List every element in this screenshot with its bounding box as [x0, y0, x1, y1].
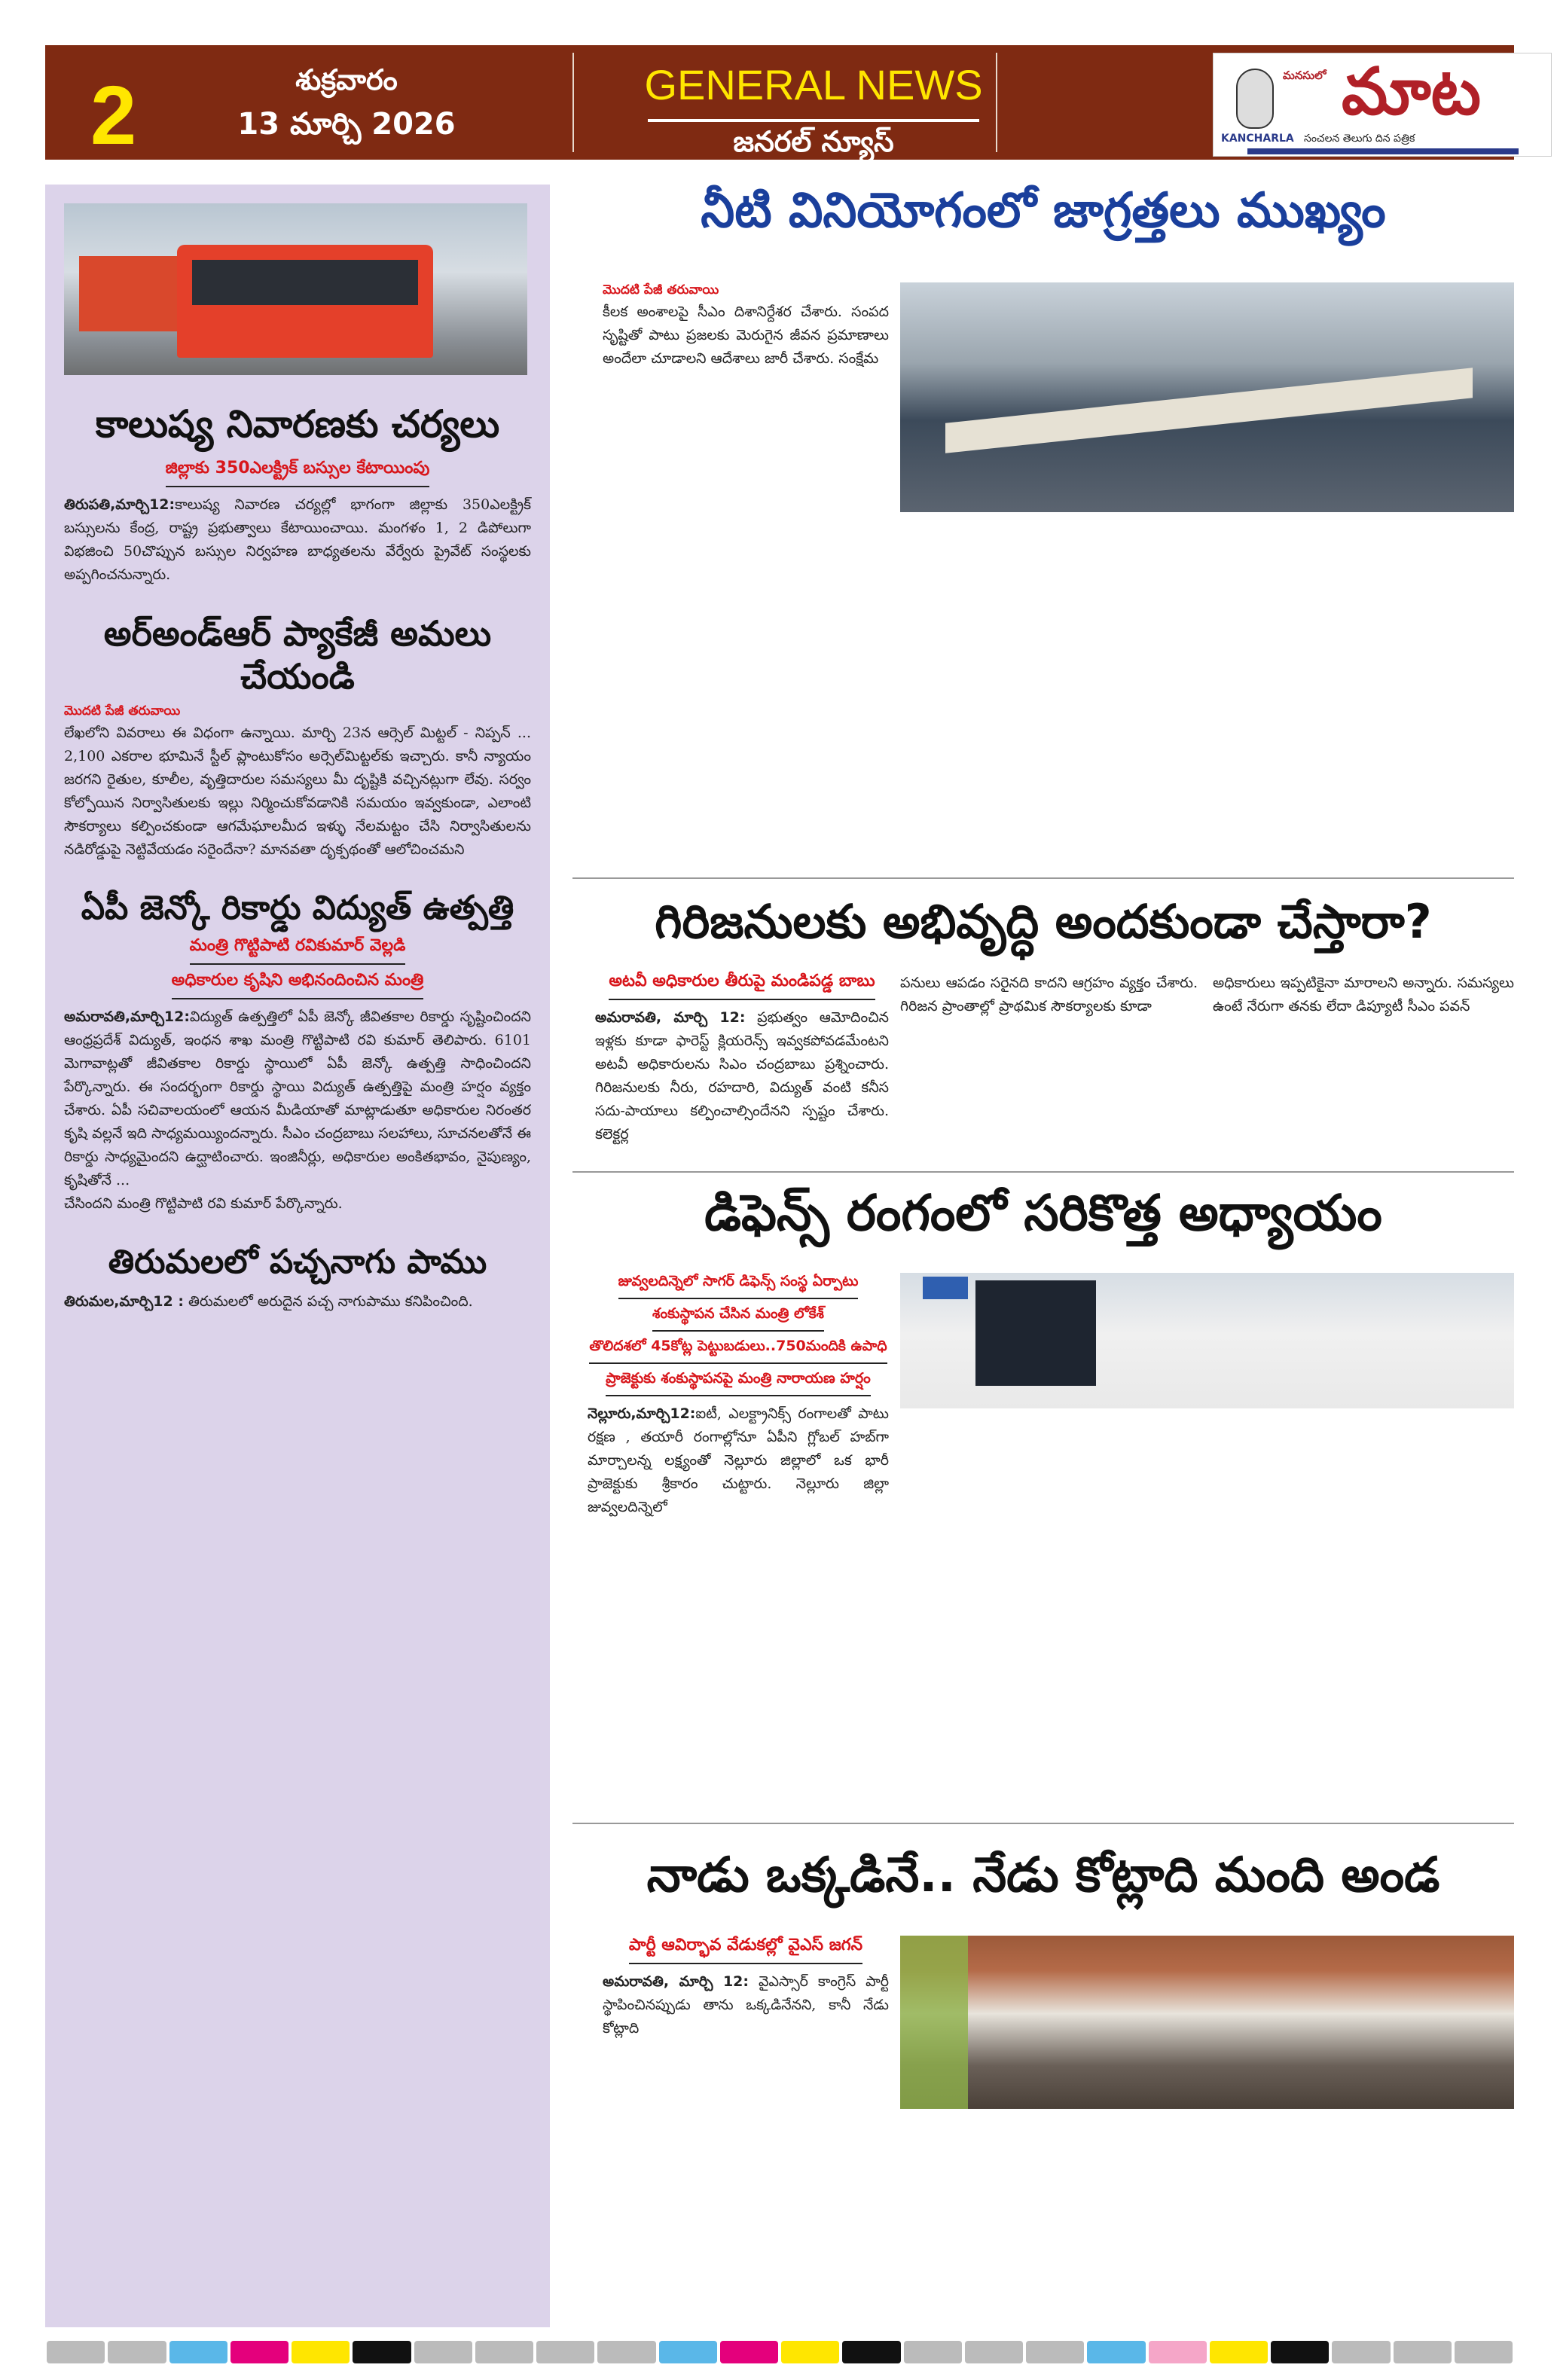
headline: డిఫెన్స్ రంగంలో సరికొత్త అధ్యాయం — [704, 1184, 1382, 1242]
article-body: ఐటీ, ఎలక్ట్రానిక్స్ రంగాలతో పాటు రక్షణ , తయారీ రంగాల్లోనూ ఏపీని గ్లోబల్ హబ్‌గా మార్చాలన్న లక్ష్యంతో నెల్లూరు జిల్లాలో ఒక భారీ ప్రాజెక్టుకు శ్రీకారం చుట్టారు. నెల్లూరు జిల్లా జువ్వలదిన్నెలో — [588, 1405, 889, 1515]
kicker: మొదటి పేజీ తరువాయి — [64, 703, 181, 719]
dateline: తిరుమల,మార్చి12 : — [64, 1292, 184, 1310]
dateline: తిరుపతి,మార్చి12: — [64, 496, 176, 513]
article-tribal-body — [595, 972, 889, 1146]
dateline: అమరావతి, మార్చి 12: — [603, 1973, 749, 1990]
subheadline: జిల్లాకు 350ఎలక్ట్రిక్ బస్సుల కేటాయింపు — [166, 459, 430, 487]
headline: గిరిజనులకు అభివృద్ధి అందకుండా చేస్తారా? — [655, 894, 1432, 949]
divider — [648, 119, 979, 122]
dateline: అమరావతి,మార్చి12: — [64, 1008, 190, 1025]
headline: తిరుమలలో పచ్చనాగు పాము — [108, 1242, 487, 1281]
headline: ఏపీ జెన్కో రికార్డు విద్యుత్ ఉత్పత్తి — [81, 888, 514, 927]
headline: అర్అండ్ఆర్ ప్యాకేజీ అమలు చేయండి — [103, 612, 492, 697]
article-jagan-body — [603, 1936, 889, 2040]
masthead — [45, 45, 1514, 160]
headline: నీటి వినియోగంలో జాగ్రత్తలు ముఖ్యం — [701, 183, 1386, 239]
article-rr-package — [45, 612, 550, 862]
article-body: లేఖలోని వివరాలు ఈ విధంగా ఉన్నాయి. మార్చి 23న ఆర్సెల్ మిట్టల్ - నిప్పన్ ... 2,100 ఎకరాల భూమినే స్టీల్ ప్లాంటుకోసం అర్సెల్‌మిట్టల్‌కు ఇచ్చారు. కానీ న్యాయం జరగని రైతుల, కూలీల, వృత్తిదారుల సమస్యలు మీ దృష్టికి వచ్చినట్లుగా లేవు. సర్వం కోల్పోయిన నిర్వాసితులకు ఇల్లు నిర్మించుకోవడానికి సమయం ఇవ్వకుండా, ఎలాంటి సౌకర్యాలు కల్పించకుండా ఆగమేఘాలమీద ఇళ్ళు నేలమట్టం చేసి నిర్వాసితులను నడిరోడ్డుపై నెట్టివేయడం సరైందేనా? మానవతా దృక్పథంతో ఆలోచించమని — [64, 724, 531, 858]
divider — [572, 53, 574, 152]
article-body: విద్యుత్ ఉత్పత్తిలో ఏపీ జెన్కో జీవితకాల రికార్డు సృష్టించిందని ఆంధ్రప్రదేశ్ విద్యుత్, ఇంధన శాఖ మంత్రి గొట్టిపాటి రవి కుమార్ తెలిపారు. 6101 మెగావాట్లతో జీవితకాల రికార్డు స్థాయిలో ఏపీ జెన్కో ఉత్పత్తి సాధించిందని పేర్కొన్నారు. ఈ సందర్భంగా రికార్డు స్థాయి విద్యుత్ ఉత్పత్తిపై మంత్రి హర్షం వ్యక్తం చేశారు. ఏపీ సచివాలయంలో ఆయన మీడియాతో మాట్లాడుతూ అధికారుల నిరంతర కృషి వల్లనే ఇది సాధ్యమయ్యిందన్నారు. సీఎం చంద్రబాబు సలహాలు, సూచనలతోనే ఈ రికార్డు సాధ్యమైందని ఉద్ఘాటించారు. ఇంజినీర్లు, అధికారుల అంకితభావం, నైపుణ్యం, కృషితోనే ... — [64, 1008, 531, 1188]
issue-date: 13 మార్చి 2026 — [237, 107, 456, 142]
dateline: అమరావతి, మార్చి 12: — [595, 1009, 746, 1026]
article-tribal-development — [572, 892, 1514, 951]
article-defence-subheads — [588, 1273, 889, 1519]
subheadline: జువ్వలదిన్నెలో సాగర్ డిఫెన్స్ సంస్థ ఏర్పాటు — [618, 1273, 859, 1299]
headline: నాడు ఒక్కడినే.. నేడు కోట్లాది మంది అండ — [646, 1848, 1440, 1903]
portrait-icon — [1236, 69, 1274, 129]
subheadline: పార్టీ ఆవిర్భావ వేడుకల్లో వైఎస్ జగన్ — [629, 1936, 862, 1964]
logo-tagline: సంచలన తెలుగు దిన పత్రిక — [1304, 133, 1415, 145]
subheadline: తొలిదశలో 45కోట్ల పెట్టుబడులు..750మందికి ఉపాధి — [589, 1338, 887, 1364]
article-body: ప్రభుత్వం ఆమోదించిన ఇళ్లకు కూడా ఫారెస్ట్ క్లియరెన్స్ ఇవ్వకపోవడమేంటని అటవీ అధికారులను సిఎం చంద్రబాబు ప్రశ్నించారు. గిరిజనులకు నీరు, రహదారి, విద్యుత్ వంటి కనీస సదు-పాయాలు కల్పించాల్సిందేనని స్పష్టం చేశారు. కలెక్టర్ల — [595, 1009, 889, 1143]
print-color-bar — [45, 2341, 1514, 2363]
article-water-usage — [572, 181, 1514, 241]
article-pollution — [45, 401, 550, 587]
article-body-col3: అధికారులు ఇప్పటికైనా మారాలని అన్నారు. సమస్యలు ఉంటే నేరుగా తనకు లేదా డిప్యూటీ సీఎం పవన్ — [1213, 975, 1514, 1015]
article-ap-genco — [45, 887, 550, 1216]
subheadline: ప్రాజెక్టుకు శంకుస్థాపనపై మంత్రి నారాయణ హర్షం — [606, 1370, 871, 1396]
divider — [572, 1171, 1514, 1173]
section-title-telugu: జనరల్ న్యూస్ — [733, 125, 894, 158]
logo-bar — [1247, 148, 1519, 154]
section-title-english: GENERAL NEWS — [644, 61, 983, 108]
headline: కాలుష్య నివారణకు చర్యలు — [95, 402, 500, 446]
divider — [572, 877, 1514, 879]
party-celebration-photo — [900, 1936, 1514, 2109]
left-column — [45, 185, 550, 2327]
page-number: 2 — [90, 69, 137, 162]
dateline: నెల్లూరు,మార్చి12: — [588, 1405, 696, 1422]
logo-prefix: మనసులో — [1283, 69, 1327, 82]
article-body: కీలక అంశాలపై సీఎం దిశానిర్దేశర చేశారు. సంపద సృష్టితో పాటు ప్రజలకు మెరుగైన జీవన ప్రమాణాలు అందేలా చూడాలని ఆదేశాలు జారీ చేశారు. సంక్షేమ — [603, 304, 889, 367]
foundation-ceremony-photo — [900, 1273, 1514, 1408]
article-water-usage-body — [603, 282, 889, 371]
article-closing: చేసిందని మంత్రి గొట్టిపాటి రవి కుమార్ పేర్కొన్నారు. — [64, 1195, 343, 1212]
article-body: తిరుమలలో అరుదైన పచ్చ నాగుపాము కనిపించింది. — [188, 1292, 473, 1310]
article-tirumala-snake — [45, 1241, 550, 1314]
subheadline: అటవీ అధికారుల తీరుపై మండిపడ్డ బాబు — [609, 972, 875, 1000]
newspaper-logo — [1213, 53, 1552, 157]
subheadline: శంకుస్థాపన చేసిన మంత్రి లోకేశ్ — [652, 1305, 824, 1332]
logo-brand: మాట — [1342, 54, 1481, 130]
article-defence — [572, 1182, 1514, 1245]
subheadline: మంత్రి గొట్టిపాటి రవికుమార్ వెల్లడి — [190, 936, 406, 965]
divider — [996, 53, 997, 152]
subheadline: అధికారుల కృషిని అభినందించిన మంత్రి — [172, 971, 424, 999]
electric-buses-photo — [64, 203, 527, 375]
article-jagan — [572, 1845, 1514, 1906]
logo-kancharla: KANCHARLA — [1221, 133, 1294, 145]
divider — [572, 1823, 1514, 1824]
weekday: శుక్రవారం — [295, 63, 398, 96]
meeting-photo — [900, 282, 1514, 512]
kicker: మొదటి పేజీ తరువాయి — [603, 282, 719, 298]
article-body-col2: పనులు ఆపడం సరైనది కాదని ఆగ్రహం వ్యక్తం చేశారు. గిరిజన ప్రాంతాల్లో ప్రాథమిక సౌకర్యాలకు కూడా — [900, 975, 1198, 1015]
article-body: వైఎస్సార్ కాంగ్రెస్ పార్టీ స్థాపించినప్పుడు తాను ఒక్కడినేనని, కానీ నేడు కోట్లాది — [603, 1973, 889, 2037]
article-body: కాలుష్య నివారణ చర్యల్లో భాగంగా జిల్లాకు 350ఎలక్ట్రిక్ బస్సులను కేంద్ర, రాష్ట్ర ప్రభుత్వాలు కేటాయించాయి. మంగళం 1, 2 డిపోలుగా విభజించి 50చొప్పున బస్సుల నిర్వహణ బాధ్యతలను వేర్వేరు ప్రైవేట్ సంస్థలకు అప్పగించనున్నారు. — [64, 496, 531, 583]
